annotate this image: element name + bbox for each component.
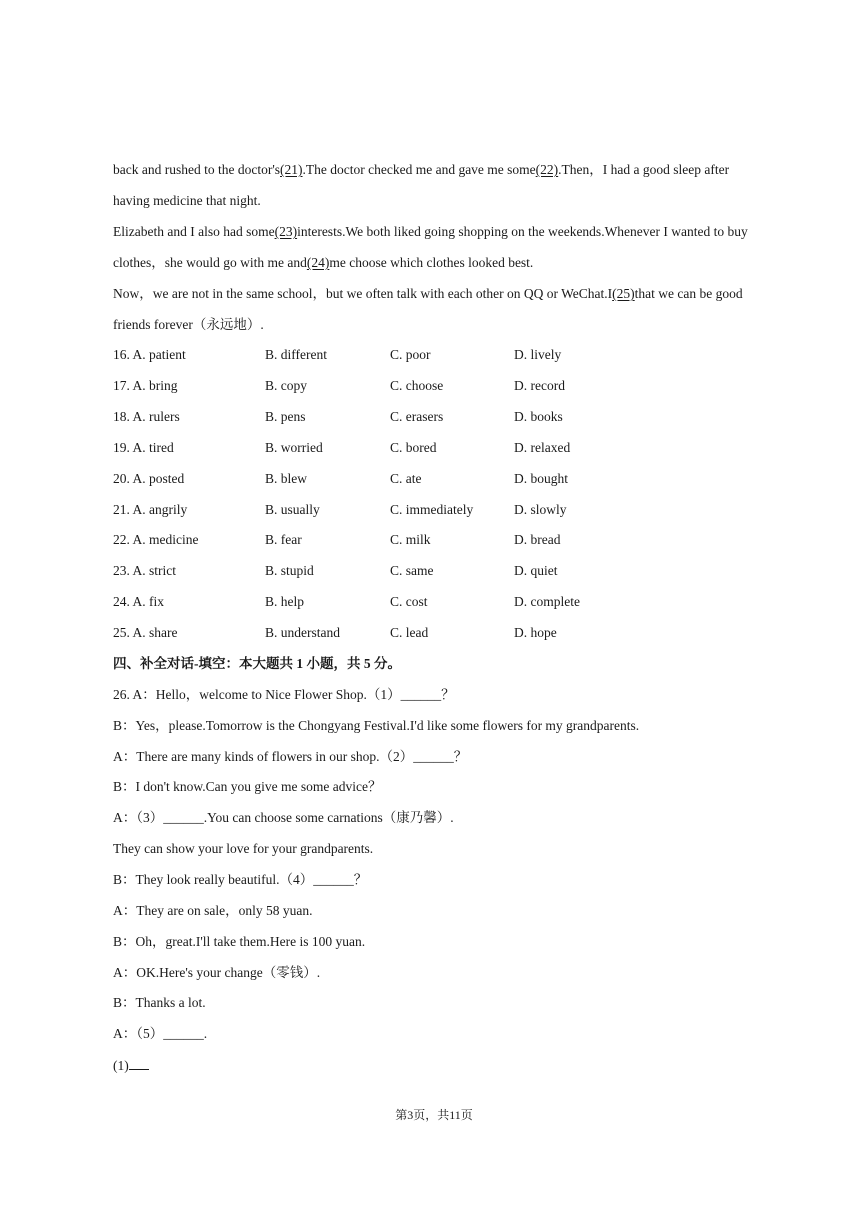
option-d: D. complete <box>514 594 580 609</box>
dialogue-line: A：（3）______.You can choose some carnations（康乃馨）. <box>113 810 454 825</box>
option-a: 25. A. share <box>113 625 178 640</box>
passage-line <box>113 285 743 303</box>
dialogue-line: B：They look really beautiful.（4）______？ <box>113 872 368 887</box>
answer-blank[interactable] <box>129 1057 149 1070</box>
option-a: 22. A. medicine <box>113 532 199 547</box>
dialogue-line: B：Thanks a lot. <box>113 995 206 1010</box>
option-c: C. immediately <box>390 502 474 517</box>
option-d: D. lively <box>514 347 562 362</box>
option-a: 16. A. patient <box>113 347 186 362</box>
option-d: D. quiet <box>514 563 558 578</box>
option-c: C. bored <box>390 440 437 455</box>
passage-text: that we can be good <box>634 286 743 301</box>
option-c: C. poor <box>390 347 431 362</box>
page-footer: 第3页，共11页 <box>395 1108 473 1122</box>
dialogue-line: B：Yes，please.Tomorrow is the Chongyang Festival.I'd like some flowers for my grandparents. <box>113 718 640 733</box>
option-d: D. relaxed <box>514 440 571 455</box>
option-c: C. choose <box>390 378 444 393</box>
passage-line <box>113 254 533 272</box>
passage-text: interests.We both liked going shopping on the weekends.Whenever I wanted to buy <box>297 224 748 239</box>
option-c: C. cost <box>390 594 428 609</box>
option-a: 20. A. posted <box>113 471 185 486</box>
dialogue-line: A：They are on sale，only 58 yuan. <box>113 903 313 918</box>
option-a: 23. A. strict <box>113 563 176 578</box>
option-b: B. different <box>265 347 327 362</box>
option-d: D. record <box>514 378 565 393</box>
passage-text: Now，we are not in the same school，but we often talk with each other on QQ or WeChat.I <box>113 286 613 301</box>
passage-line <box>113 223 748 241</box>
option-a: 17. A. bring <box>113 378 178 393</box>
passage-text: me choose which clothes looked best. <box>329 255 534 270</box>
option-d: D. hope <box>514 625 557 640</box>
option-b: B. worried <box>265 440 323 455</box>
option-b: B. fear <box>265 532 302 547</box>
option-c: C. lead <box>390 625 429 640</box>
dialogue-line: 26. A：Hello，welcome to Nice Flower Shop.（1）______？ <box>113 687 455 702</box>
option-b: B. copy <box>265 378 307 393</box>
option-d: D. bought <box>514 471 568 486</box>
passage-text: clothes，she would go with me and <box>113 255 307 270</box>
passage-text: .Then，I had a good sleep after <box>558 162 730 177</box>
passage-text: back and rushed to the doctor's <box>113 162 281 177</box>
passage-line <box>113 192 261 210</box>
option-d: D. slowly <box>514 502 567 517</box>
option-a: 24. A. fix <box>113 594 165 609</box>
passage-line <box>113 161 729 179</box>
option-a: 21. A. angrily <box>113 502 188 517</box>
option-a: 18. A. rulers <box>113 409 180 424</box>
dialogue-line: A：OK.Here's your change（零钱）. <box>113 965 321 980</box>
blank-21: (21) <box>280 162 303 177</box>
section-heading: 四、补全对话-填空：本大题共 1 小题，共 5 分。 <box>113 656 401 671</box>
option-b: B. stupid <box>265 563 314 578</box>
passage-text: friends forever（永远地）. <box>113 317 264 332</box>
passage-text: Elizabeth and I also had some <box>113 224 275 239</box>
dialogue-line: A：（5）______. <box>113 1026 208 1041</box>
blank-22: (22) <box>535 162 559 177</box>
option-b: B. pens <box>265 409 306 424</box>
option-c: C. same <box>390 563 434 578</box>
dialogue-line: They can show your love for your grandparents. <box>113 841 374 856</box>
option-c: C. ate <box>390 471 422 486</box>
option-d: D. books <box>514 409 563 424</box>
passage-line <box>113 316 264 334</box>
dialogue-line: A：There are many kinds of flowers in our shop.（2）______？ <box>113 749 468 764</box>
answer-line <box>113 1057 149 1075</box>
dialogue-line: B：Oh，great.I'll take them.Here is 100 yuan. <box>113 934 366 949</box>
option-c: C. erasers <box>390 409 444 424</box>
dialogue-line: B：I don't know.Can you give me some advice？ <box>113 779 382 794</box>
answer-label: (1) <box>113 1058 129 1073</box>
blank-23: (23) <box>274 224 298 239</box>
option-b: B. help <box>265 594 304 609</box>
option-b: B. blew <box>265 471 307 486</box>
passage-text: .The doctor checked me and gave me some <box>302 162 536 177</box>
option-a: 19. A. tired <box>113 440 174 455</box>
blank-24: (24) <box>306 255 330 270</box>
option-b: B. usually <box>265 502 320 517</box>
option-b: B. understand <box>265 625 340 640</box>
option-c: C. milk <box>390 532 431 547</box>
option-d: D. bread <box>514 532 561 547</box>
passage-text: having medicine that night. <box>113 193 261 208</box>
blank-25: (25) <box>612 286 635 301</box>
